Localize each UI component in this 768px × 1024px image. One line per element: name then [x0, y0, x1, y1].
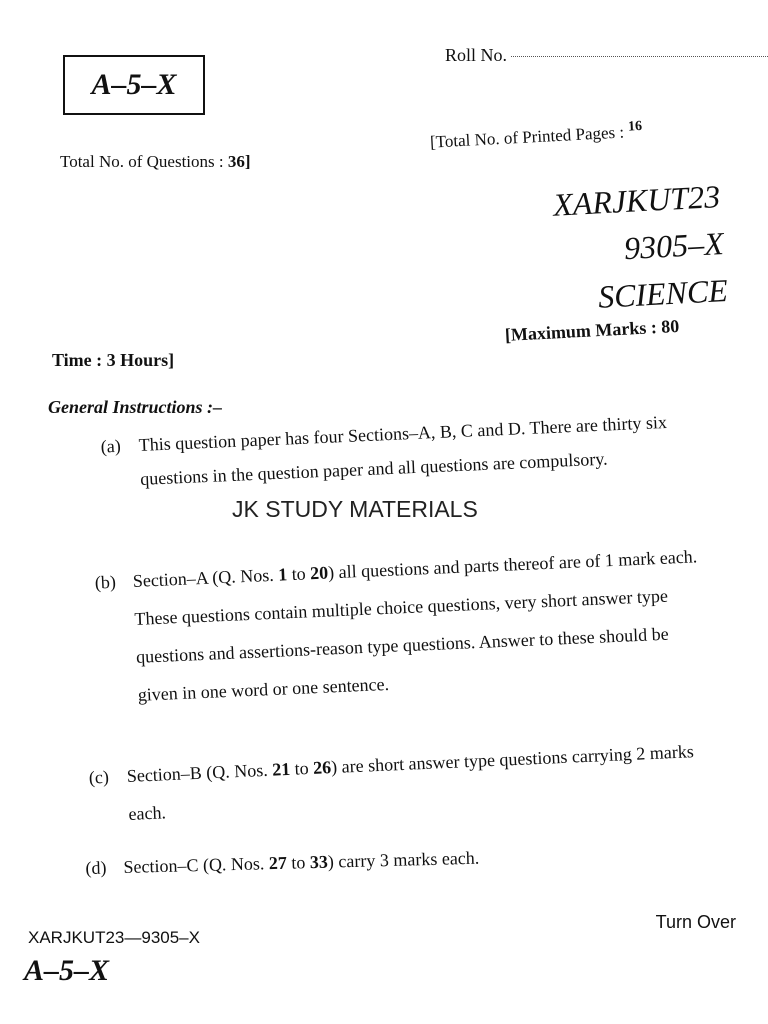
question-number: 20 [309, 562, 329, 584]
roll-number-line [445, 45, 768, 66]
instruction-text: This question paper has four Sections–A, B, C and D. There are thirty six questions in the question paper and all questions are compulsory. [138, 411, 668, 489]
instructions-title: General Instructions :– [48, 397, 223, 417]
question-number: 21 [271, 758, 291, 780]
watermark: JK STUDY MATERIALS [232, 496, 478, 522]
turn-over-note: Turn Over [655, 912, 736, 932]
paper-code: XARJKUT23 [552, 178, 721, 223]
instruction-item [94, 537, 704, 714]
total-questions-value: 36] [227, 152, 251, 171]
paper-set-box [63, 55, 205, 115]
question-number: 33 [309, 851, 329, 873]
instruction-text-after: ) all questions and parts thereof are of 1 mark each. These questions contain multiple choice questions, very short answer type questions and assertions-reason type questions. Answer to these should be given in one word or one sentence. [134, 546, 698, 705]
instruction-label: (a) [100, 435, 122, 457]
instruction-label: (d) [85, 857, 107, 878]
instruction-text-mid: to [286, 852, 311, 873]
total-questions [60, 152, 251, 172]
printed-pages-value: 16 [627, 118, 643, 135]
instruction-text-after: ) are short answer type questions carrying 2 marks each. [128, 741, 695, 824]
instruction-text-mid: to [286, 563, 311, 585]
instruction-text-before: Section–C (Q. Nos. [123, 853, 270, 877]
question-number: 26 [312, 757, 332, 778]
instruction-label: (b) [94, 571, 117, 593]
subject-title: SCIENCE [597, 272, 729, 315]
footer-paper-code: XARJKUT23—9305–X [28, 928, 200, 947]
instruction-text-after: ) carry 3 marks each. [327, 847, 480, 872]
instruction-item [88, 732, 701, 833]
question-number: 27 [268, 852, 288, 874]
instruction-text-mid: to [289, 757, 314, 779]
instruction-label: (c) [88, 766, 110, 788]
printed-pages [429, 119, 642, 153]
roll-number-blank [511, 56, 768, 57]
question-number: 1 [277, 564, 288, 585]
maximum-marks: [Maximum Marks : 80 [504, 315, 680, 345]
subject-code: 9305–X [623, 225, 725, 267]
total-questions-label: Total No. of Questions : [60, 152, 224, 171]
instruction-text-before: Section–B (Q. Nos. [126, 759, 273, 786]
paper-set-code: A–5–X [91, 68, 177, 101]
time-allowed: Time : 3 Hours] [52, 350, 175, 370]
instruction-text-before: Section–A (Q. Nos. [132, 564, 279, 591]
instruction-item [85, 835, 684, 884]
printed-pages-label: [Total No. of Printed Pages : [429, 122, 625, 152]
footer-set-code: A–5–X [24, 954, 110, 987]
roll-number-label: Roll No. [445, 45, 508, 65]
